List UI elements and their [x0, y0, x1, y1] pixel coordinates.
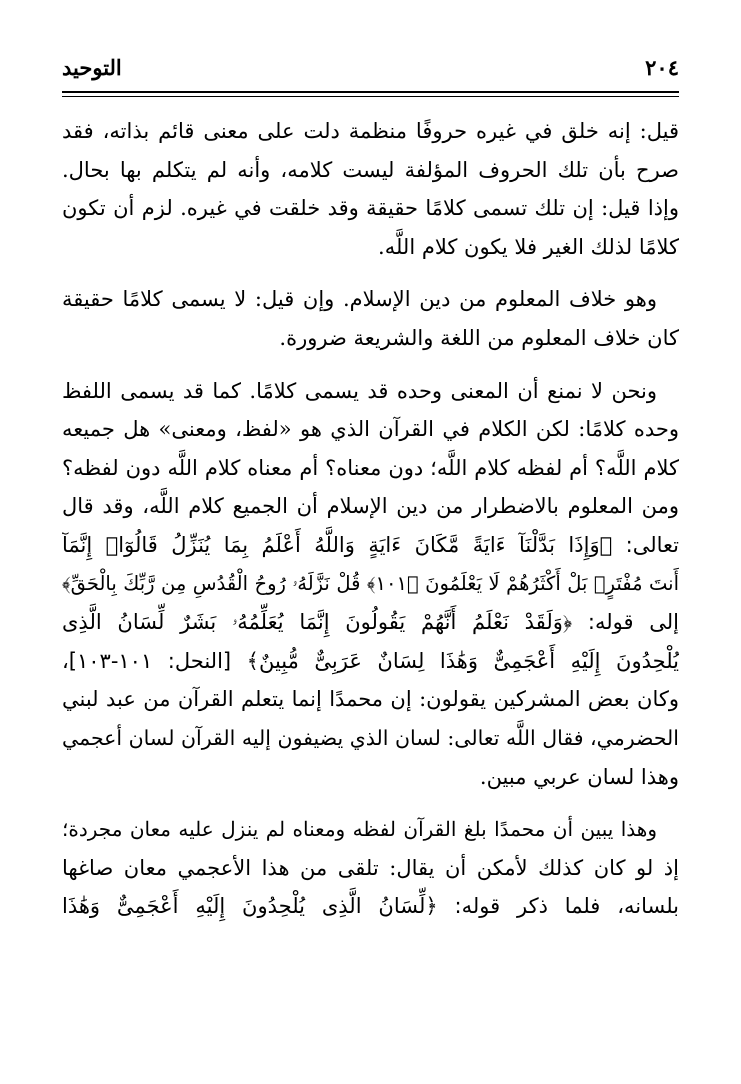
quran-verse-line: تعالى: ﴿وَإِذَا بَدَّلْنَآ ءَايَةً مَّكَانَ ءَايَةٍ وَاللَّهُ أَعْلَمُ بِمَا يُنَزِّلُ قَالُوٓا۟ إِنَّمَآ [62, 532, 679, 557]
paragraph-gap [62, 266, 679, 280]
text-line: وهذا يبين أن محمدًا بلغ القرآن لفظه ومعناه لم ينزل عليه معان مجردة؛ [62, 817, 657, 842]
header-rule-thick [62, 91, 679, 93]
text-line: وهو خلاف المعلوم من دين الإسلام. وإن قيل: لا يسمى كلامًا حقيقة [62, 287, 657, 312]
page-number: ٢٠٤ [645, 55, 679, 80]
text-line: ونحن لا نمنع أن المعنى وحده قد يسمى كلامًا. كما قد يسمى اللفظ [62, 378, 657, 403]
text-line: قيل: إنه خلق في غيره حروفًا منظمة دلت على معنى قائم بذاته، فقد [62, 119, 679, 143]
text-line: وإذا قيل: إن تلك تسمى كلامًا حقيقة وقد خلقت في غيره. لزم أن تكون [62, 196, 679, 221]
text-line: إذ لو كان كذلك لأمكن أن يقال: تلقى من هذا الأعجمي معان صاغها [62, 855, 679, 880]
running-title: التوحيد [62, 55, 122, 80]
page-header [62, 55, 679, 91]
body-text [62, 112, 679, 926]
text-line: الحضرمي، فقال اللَّه تعالى: لسان الذي يضيفون إليه القرآن لسان أعجمي [62, 725, 679, 750]
text-line: وكان بعض المشركين يقولون: إن محمدًا إنما يتعلم القرآن من عبد لبني [62, 687, 679, 712]
text-line: كلامًا لذلك الغير فلا يكون كلام اللَّه. [378, 234, 679, 259]
paragraph-gap [62, 796, 679, 810]
quran-verse-line: بلسانه، فلما ذكر قوله: ﴿لِّسَانُ الَّذِى يُلْحِدُونَ إِلَيْهِ أَعْجَمِىٌّ وَهَٰذَا [62, 894, 679, 919]
paragraph-gap [62, 358, 679, 372]
text-line: كان خلاف المعلوم من اللغة والشريعة ضرورة. [279, 325, 679, 350]
quran-verse-line: أَنتَ مُفْتَرٍۭ بَلْ أَكْثَرُهُمْ لَا يَعْلَمُونَ ﴿١٠١﴾ قُلْ نَزَّلَهُۥ رُوحُ الْقُدُسِ مِن رَّبِّكَ بِالْحَقِّ﴾ [62, 571, 679, 595]
quran-verse-line: يُلْحِدُونَ إِلَيْهِ أَعْجَمِىٌّ وَهَٰذَا لِسَانٌ عَرَبِىٌّ مُّبِينٌ﴾ [النحل: ١٠١-١٠٣]، [62, 648, 679, 673]
text-line: ومن المعلوم بالاضطرار من دين الإسلام أن الجميع كلام اللَّه، وقد قال [62, 494, 679, 519]
text-line: وحده كلامًا: لكن الكلام في القرآن الذي هو «لفظ، ومعنى» هل جميعه [62, 417, 679, 442]
text-line: كلام اللَّه؟ أم لفظه كلام اللَّه؛ دون معناه؟ أم معناه كلام اللَّه دون لفظه؟ [62, 455, 679, 480]
quran-verse-line: إلى قوله: ﴿وَلَقَدْ نَعْلَمُ أَنَّهُمْ يَقُولُونَ إِنَّمَا يُعَلِّمُهُۥ بَشَرٌ لِّسَانُ الَّذِى [62, 610, 679, 635]
text-line: صرح بأن تلك الحروف المؤلفة ليست كلامه، وأنه لم يتكلم بها بحال. [62, 157, 679, 182]
text-line: وهذا لسان عربي مبين. [479, 764, 679, 789]
header-rule-thin [62, 96, 679, 97]
